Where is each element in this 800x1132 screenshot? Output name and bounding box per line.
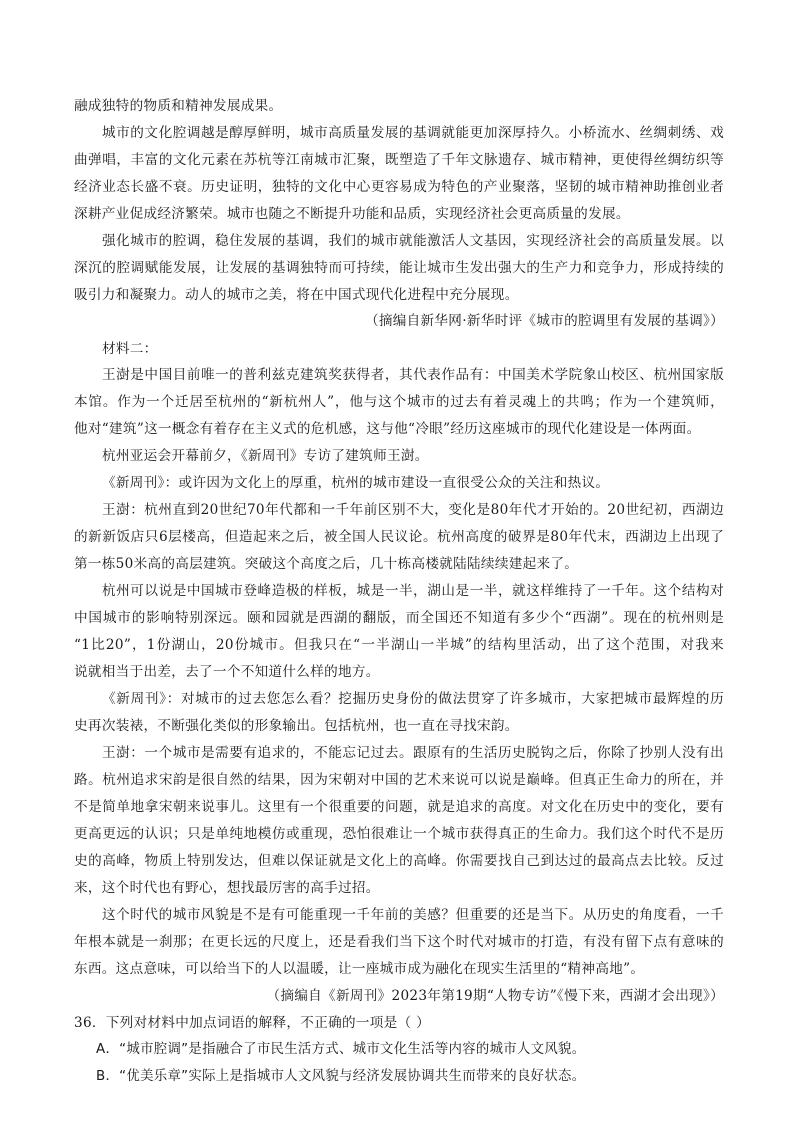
- paragraph-line: 经济业态长盛不衰。历史证明，独特的文化中心更容易成为特色的产业聚落，坚韧的城市精神助推创业者: [74, 179, 724, 195]
- paragraph-line: 史的高峰，物质上特别发达，但难以保证就是文化上的高峰。你需要找自己到达过的最高点去比较。反过: [74, 853, 724, 869]
- paragraph-line: “1比20”，1份湖山，20份城市。但我只在“一半湖山一半城”的结构里活动，出了这个范围，对我来: [74, 637, 724, 653]
- paragraph-line: 《新周刊》：或许因为文化上的厚重，杭州的城市建设一直很受公众的关注和热议。: [102, 475, 610, 491]
- paragraph-line: 路。杭州追求宋韵是很自然的结果，因为宋朝对中国的艺术来说可以说是巅峰。但真正生命力的所在，并: [74, 772, 724, 788]
- paragraph-line: 不是简单地拿宋朝来说事儿。这里有一个很重要的问题，就是追求的高度。对文化在历史中的变化，要有: [74, 799, 724, 815]
- dotted-char: 眼: [429, 421, 444, 437]
- dotted-char: 次: [101, 718, 116, 734]
- paragraph-line: 强化城市的腔调，稳住发展的基调，我们的城市就能激活人文基因，实现经济社会的高质量发展。以: [102, 233, 724, 249]
- question-stem: 36．下列对材料中加点词语的解释，不正确的一项是（ ）: [74, 1015, 430, 1031]
- paragraph-line: 本馆。作为一个迁居至杭州的“新杭州人”，他与这个城市的过去有着灵魂上的共鸣；作为一个建筑师，: [74, 394, 724, 410]
- paragraph-line: 王澍：杭州直到20世纪70年代都和一千年前区别不大，变化是80年代才开始的。20世纪初，西湖边: [102, 502, 724, 518]
- dotted-char: 装: [115, 718, 130, 734]
- paragraph-line: 的新新饭店只6层楼高，但造起来之后，被全国人民议论。杭州高度的破界是80年代末，西湖边上出现了: [74, 529, 724, 545]
- paragraph-line: 深沉的腔调赋能发展，让发展的基调独特而可持续，能让城市生发出强大的生产力和竞争力，形成持续的: [74, 260, 724, 276]
- dotted-term: [88, 718, 144, 734]
- option-b[interactable]: B．“优美乐章”实际上是指城市人文风貌与经济发展协调共生而带来的良好状态。: [96, 1069, 586, 1084]
- dotted-char: 冷: [415, 421, 430, 437]
- dotted-char: 裱: [129, 718, 144, 734]
- dotted-term: [415, 421, 443, 437]
- paragraph-line: 杭州可以说是中国城市登峰造极的样板，城是一半，湖山是一半，就这样维持了一千年。这个结构对: [102, 583, 724, 599]
- dotted-char: 再: [87, 718, 102, 734]
- paragraph-line: 第一栋50米高的高层建筑。突破这个高度之后，几十栋高楼就陆陆续续建起来了。: [74, 556, 579, 572]
- paragraph-line: 融成独特的物质和精神发展成果。: [74, 98, 283, 114]
- option-a[interactable]: A．“城市腔调”是指融合了市民生活方式、城市文化生活等内容的城市人文风貌。: [96, 1042, 586, 1057]
- source-citation: （摘编自新华网·新华时评《城市的腔调里有发展的基调》）: [364, 313, 724, 329]
- paragraph-line: 史再次装裱，不断强化类似的形象输出。包括杭州，也一直在寻找宋韵。: [74, 718, 519, 734]
- paragraph-line: 来，这个时代也有野心，想找最厉害的高手过招。: [74, 880, 380, 896]
- paragraph-line: 更高更远的认识；只是单纯地模仿或重现，恐怕很难让一个城市获得真正的生命力。我们这个时代不是历: [74, 826, 724, 842]
- paragraph-line: 年根本就是一刹那；在更长远的尺度上，还是看我们当下这个时代对城市的打造，有没有留下点有意味的: [74, 934, 724, 950]
- paragraph-line: 王澍：一个城市是需要有追求的，不能忘记过去。跟原有的生活历史脱钩之后，你除了抄别人没有出: [102, 745, 724, 761]
- paragraph-line: 城市的文化腔调越是醇厚鲜明，城市高质量发展的基调就能更加深厚持久。小桥流水、丝绸刺绣、戏: [102, 125, 724, 141]
- paragraph-line: 杭州亚运会开幕前夕，《新周刊》专访了建筑师王澍。: [102, 448, 429, 464]
- paragraph-line: 深耕产业促成经济繁荣。城市也随之不断提升功能和品质，实现经济社会更高质量的发展。: [74, 206, 630, 222]
- paragraph-line: 《新周刊》：对城市的过去您怎么看？挖掘历史身份的做法贯穿了许多城市，大家把城市最辉煌的历: [102, 691, 724, 707]
- paragraph-line: 吸引力和凝聚力。动人的城市之美，将在中国式现代化进程中充分展现。: [74, 287, 519, 303]
- paragraph-line: 中国城市的影响特别深远。颐和园就是西湖的翻版，而全国还不知道有多少个“西湖”。现在的杭州则是: [74, 610, 724, 626]
- section-heading: 材料二：: [102, 341, 158, 357]
- paragraph-line: 他对“建筑”这一概念有着存在主义式的危机感，这与他“冷眼”经历这座城市的现代化建设是一体两面。: [74, 421, 701, 437]
- paragraph-line: 曲弹唱，丰富的文化元素在苏杭等江南城市汇聚，既塑造了千年文脉遗存、城市精神，更使得丝绸纺织等: [74, 152, 724, 168]
- source-citation: （摘编自《新周刊》2023年第19期“人物专访”《慢下来，西湖才会出现》）: [266, 988, 724, 1004]
- paragraph-line: 东西。这点意味，可以给当下的人以温暖，让一座城市成为融化在现实生活里的“精神高地”。: [74, 961, 645, 977]
- paragraph-line: 这个时代的城市风貌是不是有可能重现一千年前的美感？但重要的还是当下。从历史的角度看，一千: [102, 907, 724, 923]
- paragraph-line: 说就相当于出差，去了一个不知道什么样的地方。: [74, 664, 380, 680]
- paragraph-line: 王澍是中国目前唯一的普利兹克建筑奖获得者，其代表作品有：中国美术学院象山校区、杭州国家版: [102, 367, 724, 383]
